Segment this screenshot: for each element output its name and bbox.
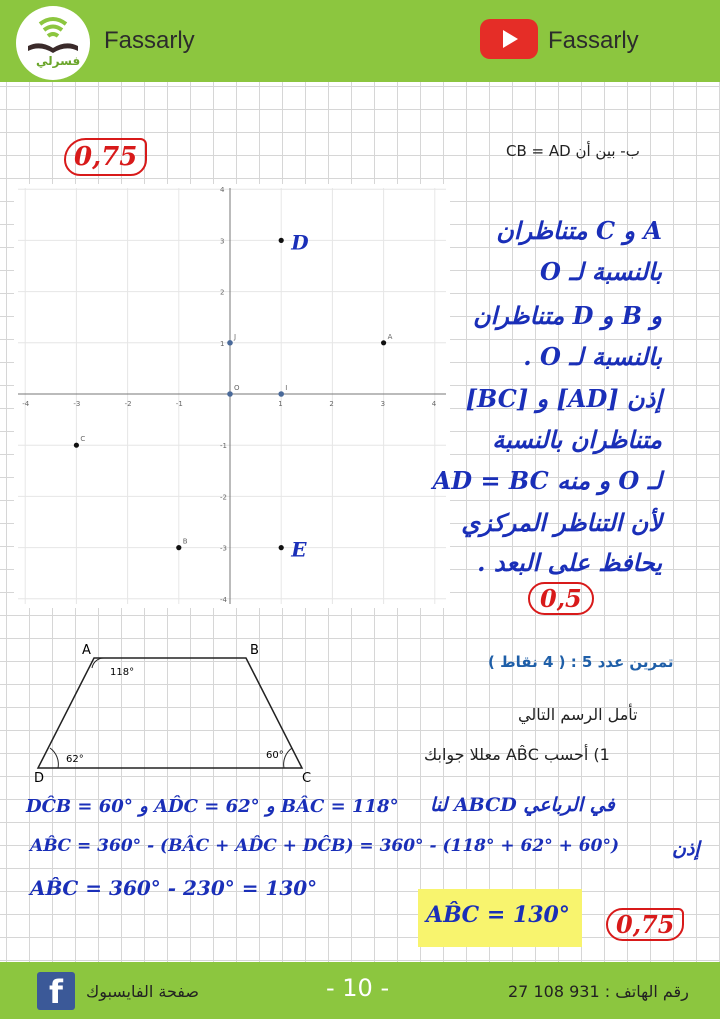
- part-b-question: ب- بين أن CB = AD: [506, 142, 640, 160]
- trapezoid-figure: [30, 640, 320, 790]
- coordinate-plot: [14, 184, 450, 608]
- point-label-o: O: [234, 384, 240, 392]
- y-tick-label: -4: [220, 595, 227, 604]
- vertex-b-label: B: [250, 643, 259, 658]
- point-label-c: C: [80, 435, 86, 444]
- exercise5-title: تمرين عدد 5 : ( 4 نقاط ): [488, 653, 674, 671]
- angle-a-label: 118°: [110, 667, 135, 678]
- y-tick-label: 2: [220, 288, 225, 297]
- point-label-d: D: [291, 230, 309, 255]
- ex5-line1-left: DĈB = 60° و AD̂C = 62° و BÂC = 118°: [26, 796, 399, 817]
- x-tick-label: 3: [380, 400, 386, 408]
- logo-text: فسرلي: [36, 54, 81, 68]
- logo-book-wifi-icon: [16, 6, 90, 80]
- point-label-e: E: [291, 537, 307, 562]
- angle-c-label: 60°: [266, 750, 284, 761]
- y-tick-label: 4: [220, 186, 225, 195]
- point-e: [279, 545, 284, 550]
- y-tick-label: 1: [220, 339, 225, 348]
- answer-line: يحافظ على البعد .: [477, 548, 662, 577]
- x-tick-label: -4: [22, 400, 30, 408]
- exercise5-instruction: تأمل الرسم التالي: [518, 705, 638, 724]
- page-number: - 10 -: [326, 974, 390, 1002]
- x-tick-label: -1: [175, 400, 183, 408]
- point-c: [74, 443, 79, 448]
- point-o: [227, 391, 233, 397]
- answer-line: بالنسبة لـ O .: [523, 342, 662, 371]
- point-label-a: A: [387, 332, 393, 341]
- ex5-line2-left: AB̂C = 360° - (BÂC + AD̂C + DĈB) = 360° - (118° + 62° + 60°): [30, 836, 619, 856]
- vertex-d-label: D: [34, 771, 45, 786]
- exercise5-question: 1) أحسب AB̂C معللا جوابك: [424, 745, 610, 764]
- point-d: [279, 238, 284, 243]
- vertex-c-label: C: [302, 771, 312, 786]
- x-tick-label: 1: [278, 400, 283, 408]
- point-j: [227, 340, 233, 346]
- facebook-label[interactable]: صفحة الفايسبوك: [86, 982, 199, 1001]
- point-label-i: I: [285, 384, 288, 392]
- point-a: [381, 340, 386, 345]
- answer-line: بالنسبة لـ O: [539, 257, 662, 286]
- phone-number: رقم الهاتف : 931 108 27: [508, 982, 689, 1001]
- answer-line: لأن التناظر المركزي: [461, 508, 662, 537]
- ex5-line2-right: إذن: [672, 838, 700, 860]
- part-b-score: 0,75: [64, 138, 147, 176]
- point-label-b: B: [182, 537, 188, 546]
- x-tick-label: -3: [73, 400, 81, 408]
- point-i: [278, 391, 284, 397]
- logo: [16, 6, 90, 80]
- answer-line: A و C متناظران: [496, 216, 662, 245]
- ex5-line1-right: في الرباعي ABCD لنا: [430, 794, 615, 816]
- ex5-final-answer: AB̂C = 130°: [426, 902, 570, 928]
- part-b-answer-score: 0,5: [528, 582, 594, 615]
- angle-d-label: 62°: [66, 754, 84, 765]
- answer-line: إذن [AD] و [BC]: [465, 384, 662, 413]
- point-label-j: J: [234, 332, 237, 341]
- x-tick-label: 4: [431, 400, 437, 408]
- y-tick-label: 3: [220, 237, 225, 246]
- y-tick-label: -3: [220, 544, 227, 553]
- answer-line: و B و D متناظران: [472, 301, 662, 330]
- youtube-icon[interactable]: [480, 19, 538, 59]
- vertex-a-label: A: [82, 643, 91, 658]
- x-tick-label: 2: [329, 400, 334, 408]
- y-tick-label: -1: [220, 442, 227, 451]
- y-tick-label: -2: [220, 493, 227, 502]
- ex5-score: 0,75: [606, 908, 684, 941]
- brand-name-right[interactable]: Fassarly: [548, 27, 639, 54]
- answer-line: متناظران بالنسبة: [492, 425, 662, 454]
- plot-svg: [14, 184, 450, 608]
- x-tick-label: -2: [124, 400, 132, 408]
- ex5-line3: AB̂C = 360° - 230° = 130°: [30, 876, 318, 900]
- answer-line: لـ O و منه AD = BC: [432, 466, 662, 495]
- brand-name-left[interactable]: Fassarly: [104, 27, 195, 54]
- point-b: [176, 545, 181, 550]
- facebook-icon[interactable]: f: [37, 972, 75, 1010]
